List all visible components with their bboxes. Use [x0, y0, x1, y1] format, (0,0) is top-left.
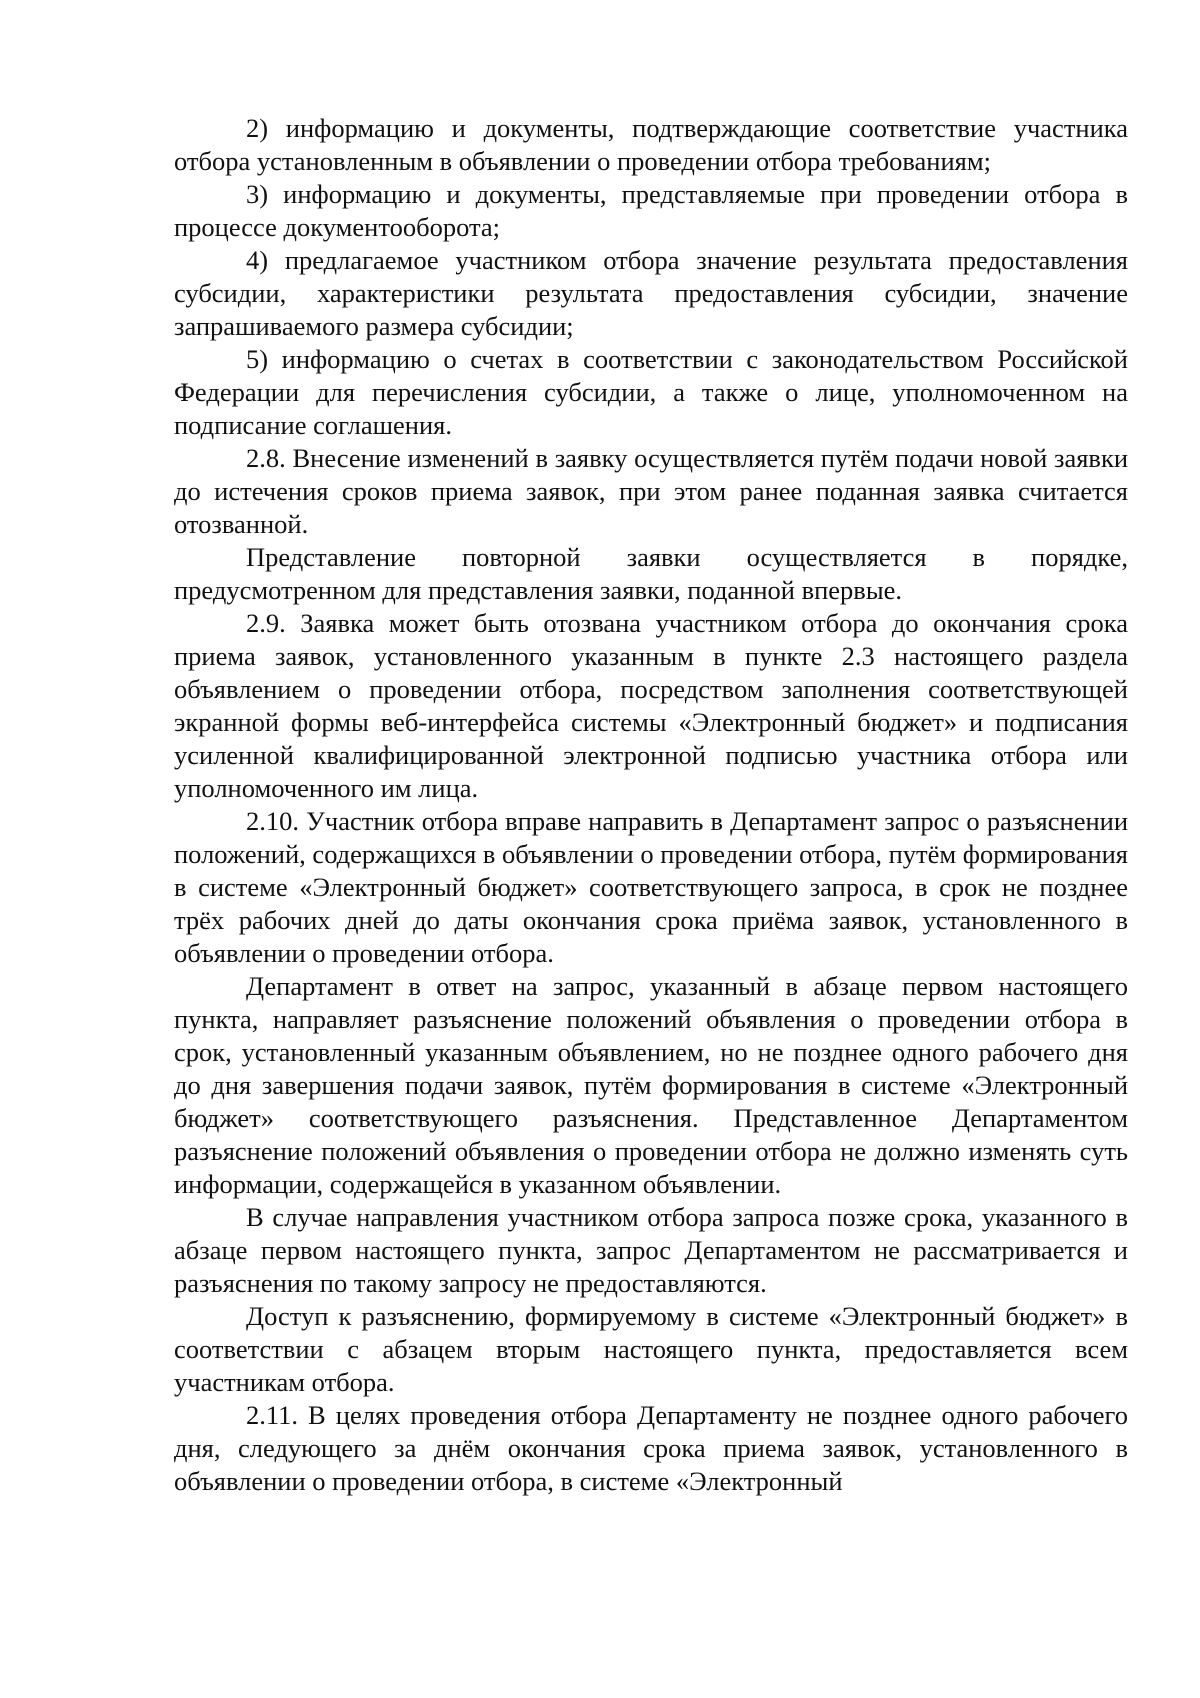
paragraph-clause-2-8-repeat: Представление повторной заявки осуществляется в порядке, предусмотренном для представления заявки, поданной впервые.: [174, 542, 1128, 605]
paragraph-item-3: 3) информацию и документы, представляемые при проведении отбора в процессе документооборота;: [174, 179, 1128, 242]
paragraph-clause-2-10: 2.10. Участник отбора вправе направить в Департамент запрос о разъяснении положений, содержащихся в объявлении о проведении отбора, путём формирования в системе «Электронный бюджет» соответствующего запроса, в срок не позднее трёх рабочих дней до даты окончания срока приёма заявок, установленного в объявлении о проведении отбора.: [174, 806, 1128, 968]
paragraph-item-2: 2) информацию и документы, подтверждающие соответствие участника отбора установленным в объявлении о проведении отбора требованиям;: [174, 113, 1128, 176]
paragraph-clause-2-11: 2.11. В целях проведения отбора Департаменту не позднее одного рабочего дня, следующего за днём окончания срока приема заявок, установленного в объявлении о проведении отбора, в системе «Электронный: [174, 1400, 1128, 1496]
paragraph-clause-2-10-access: Доступ к разъяснению, формируемому в системе «Электронный бюджет» в соответствии с абзацем вторым настоящего пункта, предоставляется всем участникам отбора.: [174, 1301, 1128, 1397]
paragraph-item-5: 5) информацию о счетах в соответствии с законодательством Российской Федерации для перечисления субсидии, а также о лице, уполномоченном на подписание соглашения.: [174, 344, 1128, 440]
paragraph-item-4: 4) предлагаемое участником отбора значение результата предоставления субсидии, характеристики результата предоставления субсидии, значение запрашиваемого размера субсидии;: [174, 245, 1128, 341]
paragraph-clause-2-10-late: В случае направления участником отбора запроса позже срока, указанного в абзаце первом настоящего пункта, запрос Департаментом не рассматривается и разъяснения по такому запросу не предоставляются.: [174, 1202, 1128, 1298]
paragraph-clause-2-10-response: Департамент в ответ на запрос, указанный в абзаце первом настоящего пункта, направляет разъяснение положений объявления о проведении отбора в срок, установленный указанным объявлением, но не позднее одного рабочего дня до дня завершения подачи заявок, путём формирования в системе «Электронный бюджет» соответствующего разъяснения. Представленное Департаментом разъяснение положений объявления о проведении отбора не должно изменять суть информации, содержащейся в указанном объявлении.: [174, 971, 1128, 1199]
document-body: [174, 112, 1128, 1498]
paragraph-clause-2-9: 2.9. Заявка может быть отозвана участником отбора до окончания срока приема заявок, установленного указанным в пункте 2.3 настоящего раздела объявлением о проведении отбора, посредством заполнения соответствующей экранной формы веб-интерфейса системы «Электронный бюджет» и подписания усиленной квалифицированной электронной подписью участника отбора или уполномоченного им лица.: [174, 608, 1128, 803]
paragraph-clause-2-8: 2.8. Внесение изменений в заявку осуществляется путём подачи новой заявки до истечения сроков приема заявок, при этом ранее поданная заявка считается отозванной.: [174, 443, 1128, 539]
